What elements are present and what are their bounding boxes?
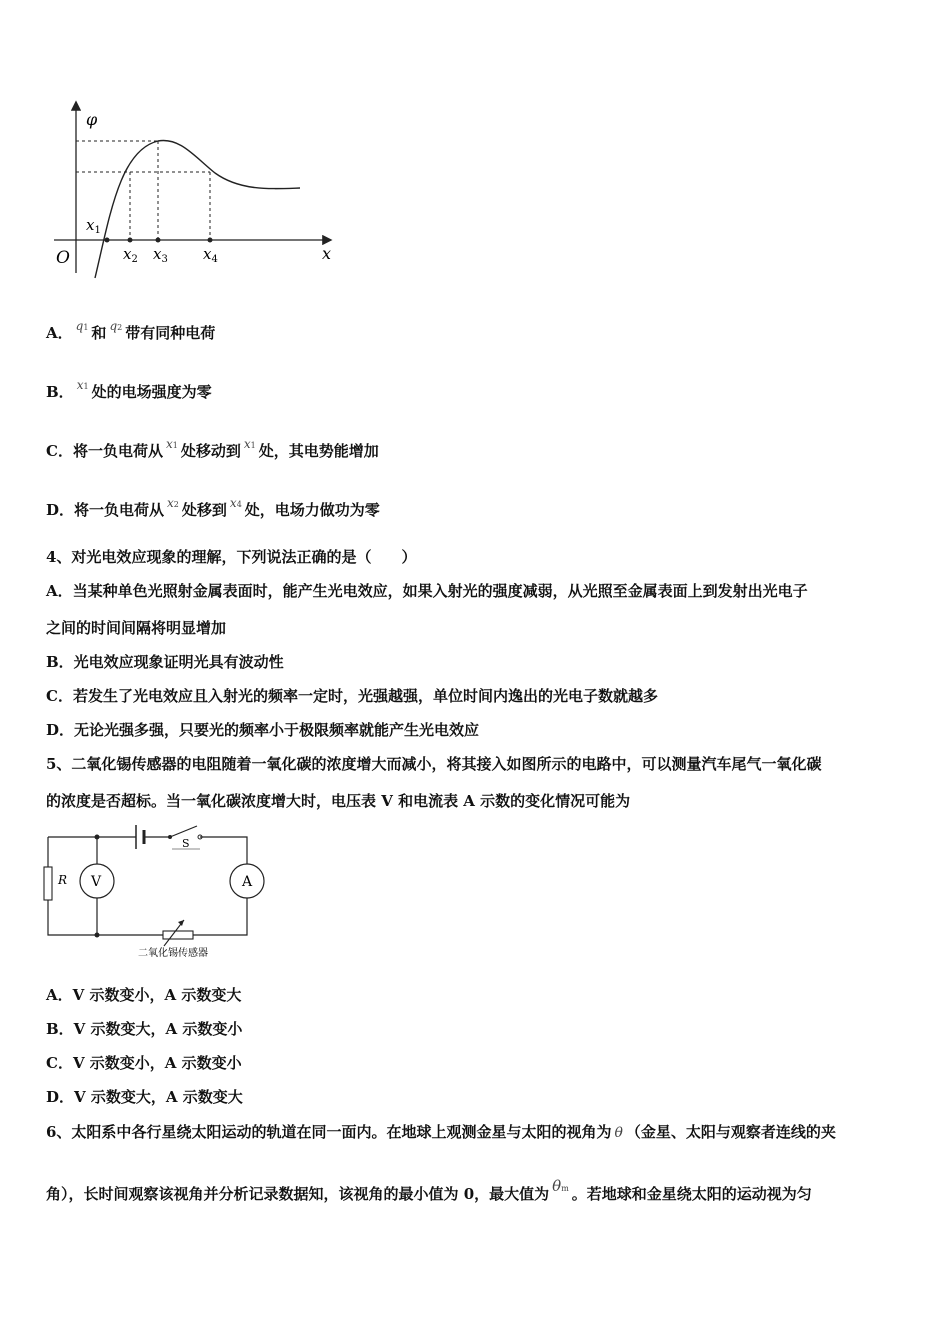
q3-option-b: B． $^{x1}$ 处的电场强度为零 xyxy=(46,378,212,401)
sensor xyxy=(163,931,193,939)
q4-option-d: D．无论光强多强，只要光的频率小于极限频率就能产生光电效应 xyxy=(46,721,480,739)
q6-question-line2: 角），长时间观察该视角并分析记录数据知，该视角的最小值为 0，最大值为 θm 。若地球和金星绕太阳的运动视为匀 xyxy=(46,1177,812,1203)
x3-label: $x_3$ xyxy=(153,245,168,265)
q4-option-a-line1: A．当某种单色光照射金属表面时，能产生光电效应，如果入射光的强度减弱，从光照至金属表面上到发射出光电子 xyxy=(46,582,808,600)
q3-option-a: A． $^{q1}$ 和 $^{q2}$ 带有同种电荷 xyxy=(46,319,216,342)
point-x2 xyxy=(128,238,133,243)
q5-option-c: C．V 示数变小，A 示数变小 xyxy=(46,1054,242,1072)
q3-option-c: C．将一负电荷从 $^{x1}$ 处移动到 $^{x1}$ 处，其电势能增加 xyxy=(46,437,379,460)
q5-question-line2: 的浓度是否超标。当一氧化碳浓度增大时，电压表 V 和电流表 A 示数的变化情况可能为 xyxy=(46,792,631,810)
origin-label: O xyxy=(56,248,70,268)
q5-option-d: D．V 示数变大，A 示数变大 xyxy=(46,1088,243,1106)
q5-option-b: B．V 示数变大，A 示数变小 xyxy=(46,1020,243,1038)
voltmeter-label: V xyxy=(91,874,102,890)
q4-option-b: B．光电效应现象证明光具有波动性 xyxy=(46,653,284,671)
y-axis-label: φ xyxy=(86,110,98,129)
point-x4 xyxy=(208,238,213,243)
q4-question: 4、对光电效应现象的理解，下列说法正确的是（ ） xyxy=(46,548,417,566)
q4-option-a-line2: 之间的时间间隔将明显增加 xyxy=(46,619,227,637)
point-x3 xyxy=(156,238,161,243)
point-x1 xyxy=(105,238,110,243)
circuit-diagram xyxy=(40,820,280,965)
switch-label: S xyxy=(182,837,190,850)
q5-option-a: A．V 示数变小，A 示数变大 xyxy=(46,986,242,1004)
resistor-label: R xyxy=(58,873,68,887)
resistor-r xyxy=(44,867,52,900)
sensor-label: 二氧化锡传感器 xyxy=(138,948,208,959)
q6-question-line1: 6、太阳系中各行星绕太阳运动的轨道在同一面内。在地球上观测金星与太阳的视角为 θ （金星、太阳与观察者连线的夹 xyxy=(46,1123,836,1141)
q5-question-line1: 5、二氧化锡传感器的电阻随着一氧化碳的浓度增大而减小，将其接入如图所示的电路中，可以测量汽车尾气一氧化碳 xyxy=(46,755,822,773)
q4-option-c: C．若发生了光电效应且入射光的频率一定时，光强越强，单位时间内逸出的光电子数就越多 xyxy=(46,687,658,705)
x-axis-label: x xyxy=(322,244,332,263)
x1-label: $x_1$ xyxy=(86,216,101,236)
potential-graph xyxy=(40,95,340,285)
x2-label: $x_2$ xyxy=(123,245,138,265)
q3-option-d: D．将一负电荷从 $^{x2}$ 处移到 $^{x4}$ 处，电场力做功为零 xyxy=(46,496,380,519)
ammeter-label: A xyxy=(242,874,253,890)
x4-label: $x_4$ xyxy=(203,245,218,265)
